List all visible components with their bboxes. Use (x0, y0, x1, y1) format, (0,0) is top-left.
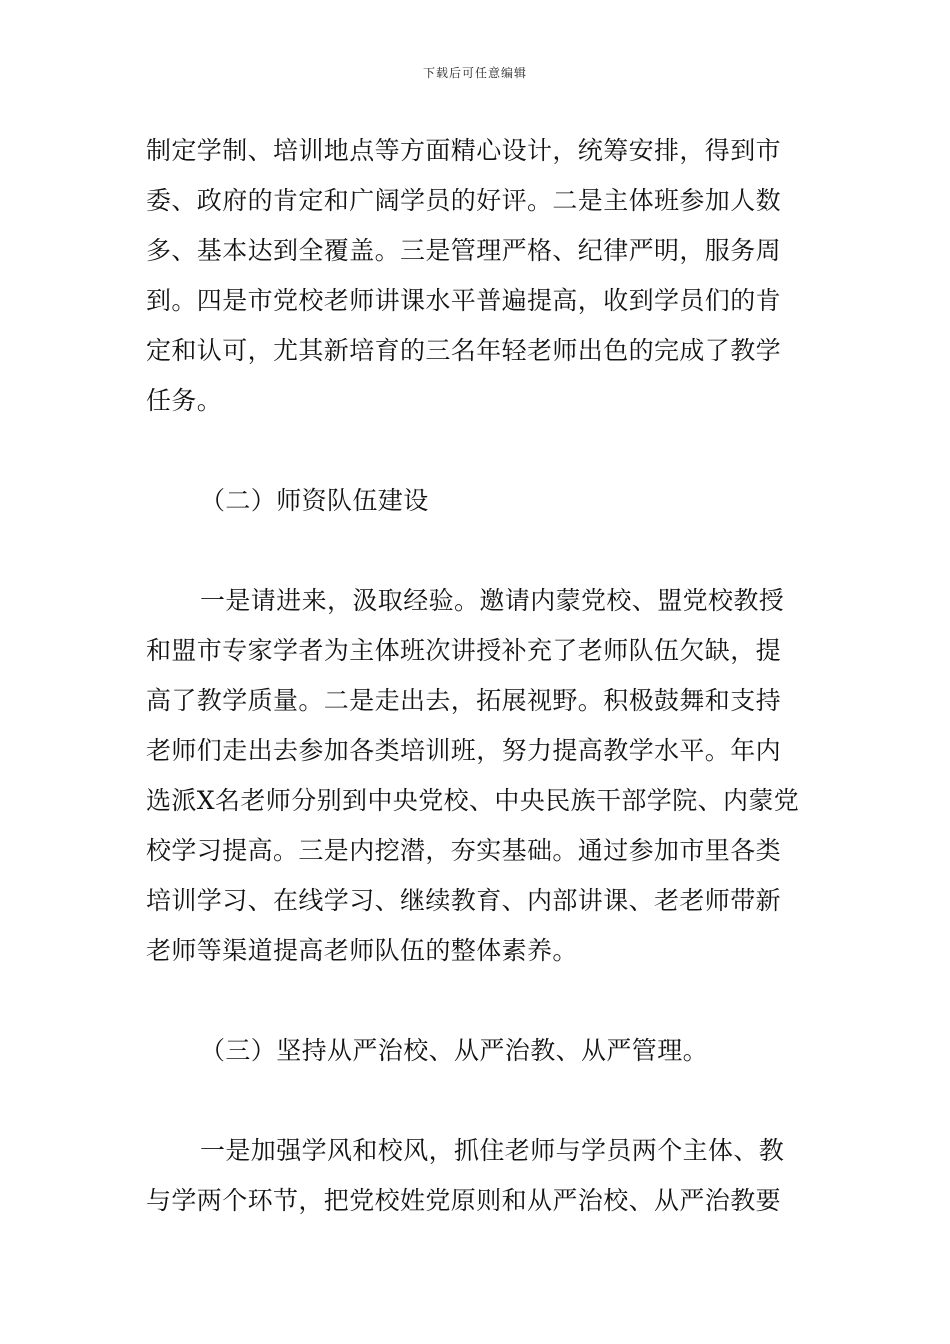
text-line: 制定学制、培训地点等方面精心设计，统筹安排，得到市 (146, 136, 782, 165)
text-line: 校学习提高。三是内挖潜，夯实基础。通过参加市里各类 (146, 836, 782, 865)
text-line: 一是请进来，汲取经验。邀请内蒙党校、盟党校教授 (200, 586, 785, 615)
text-line: 定和认可，尤其新培育的三名年轻老师出色的完成了教学 (146, 336, 782, 365)
text-line: 高了教学质量。二是走出去，拓展视野。积极鼓舞和支持 (146, 686, 782, 715)
paragraph (146, 126, 816, 426)
text-line: 任务。 (146, 386, 223, 415)
text-line: 老师们走出去参加各类培训班，努力提高教学水平。年内 (146, 736, 782, 765)
paragraph (146, 576, 816, 976)
text-line: 一是加强学风和校风，抓住老师与学员两个主体、教 (200, 1136, 785, 1165)
text-line: 老师等渠道提高老师队伍的整体素养。 (146, 936, 578, 965)
paragraph (146, 1126, 816, 1226)
text-line: 与学两个环节，把党校姓党原则和从严治校、从严治教要 (146, 1186, 782, 1215)
text-line: 到。四是市党校老师讲课水平普遍提高，收到学员们的肯 (146, 286, 782, 315)
section-heading: （三）坚持从严治校、从严治教、从严管理。 (200, 1036, 709, 1065)
text-line: 选派X名老师分别到中央党校、中央民族干部学院、内蒙党 (146, 786, 800, 815)
text-line: 委、政府的肯定和广阔学员的好评。二是主体班参加人数 (146, 186, 782, 215)
page-header: 下载后可任意编辑 (422, 66, 527, 80)
text-line: 多、基本达到全覆盖。三是管理严格、纪律严明，服务周 (146, 236, 782, 265)
document-body (146, 126, 816, 1226)
section-heading: （二）师资队伍建设 (200, 486, 429, 515)
text-line: 和盟市专家学者为主体班次讲授补充了老师队伍欠缺，提 (146, 636, 782, 665)
text-line: 培训学习、在线学习、继续教育、内部讲课、老老师带新 (146, 886, 782, 915)
